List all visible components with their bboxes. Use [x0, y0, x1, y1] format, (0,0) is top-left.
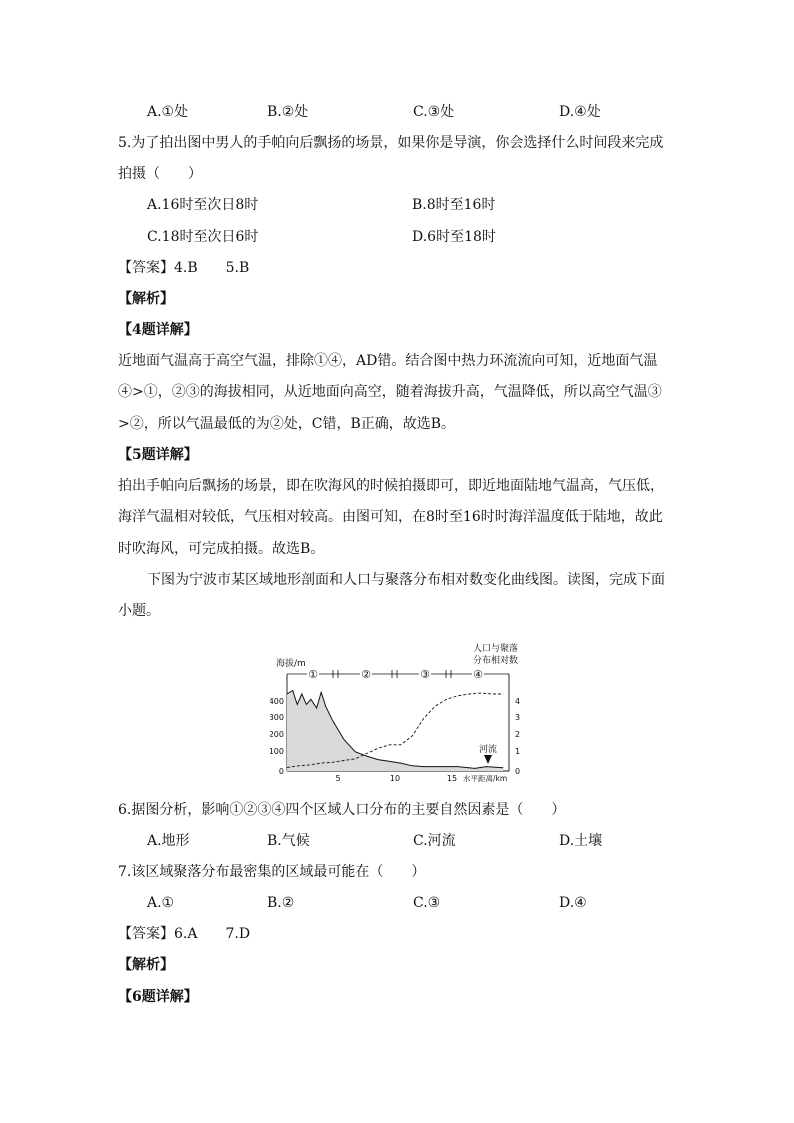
zone-4-label: ④ [473, 668, 483, 681]
river-marker [484, 755, 492, 764]
q5-stem-line1: 5.为了拍出图中男人的手帕向后飘扬的场景，如果你是导演，你会选择什么时间段来完成 [118, 135, 664, 151]
analysis-heading-2: 【解析】 [118, 957, 174, 973]
left-tick-400: 400 [270, 697, 284, 706]
q7-option-a: A.① [147, 895, 175, 911]
analysis-heading: 【解析】 [118, 291, 174, 307]
zone-2-label: ② [361, 668, 371, 681]
right-tick-1: 1 [515, 747, 521, 756]
q7-option-b: B.② [267, 895, 295, 911]
x-tick-10: 10 [389, 774, 401, 783]
right-tick-2: 2 [515, 730, 521, 739]
q4-detail-heading: 【4题详解】 [118, 322, 198, 338]
q6-detail-heading: 【6题详解】 [118, 989, 198, 1005]
q7-option-d: D.④ [559, 895, 587, 911]
q5-detail-line2: 海洋气温相对较低，气压相对较高。由图可知，在8时至16时时海洋温度低于陆地，故此 [118, 509, 663, 525]
right-axis-title-line1: 人口与聚落 [473, 644, 519, 654]
zone-1-label: ① [308, 668, 318, 681]
right-tick-4: 4 [515, 697, 521, 706]
x-tick-15: 15 [446, 774, 458, 783]
q5-detail-heading: 【5题详解】 [118, 447, 198, 463]
x-tick-5: 5 [335, 774, 341, 783]
x-axis-title: 水平距离/km [463, 774, 508, 783]
q6-option-c: C.河流 [413, 833, 456, 849]
right-tick-0: 0 [515, 767, 521, 776]
intro-line1: 下图为宁波市某区域地形剖面和人口与聚落分布相对数变化曲线图。读图，完成下面 [147, 572, 665, 588]
river-label: 河流 [478, 745, 498, 755]
q7-stem: 7.该区域聚落分布最密集的区域最可能在（ ） [118, 864, 426, 880]
q4-option-b: B.②处 [267, 104, 309, 120]
q5-option-d: D.6时至18时 [412, 229, 496, 245]
zone-3-label: ③ [420, 668, 430, 681]
q4-detail-line2: ④>①，②③的海拔相同，从近地面向高空，随着海拔升高，气温降低，所以高空气温③ [118, 384, 662, 400]
q7-option-c: C.③ [413, 895, 441, 911]
left-axis-title: 海拔/m [276, 659, 306, 669]
q5-detail-line3: 时吹海风，可完成拍摄。故选B。 [118, 541, 325, 557]
left-tick-0: 0 [278, 767, 284, 776]
q5-option-b: B.8时至16时 [412, 197, 496, 213]
q6-stem: 6.据图分析，影响①②③④四个区域人口分布的主要自然因素是（ ） [118, 802, 566, 818]
left-tick-300: 300 [270, 713, 284, 722]
left-tick-200: 200 [270, 730, 284, 739]
intro-line2: 小题。 [118, 603, 160, 619]
q6-option-a: A.地形 [147, 833, 190, 849]
answer-6-7: 【答案】6.A 7.D [118, 926, 251, 942]
right-axis-title-line2: 分布相对数 [473, 656, 519, 666]
q4-detail-line3: >②，所以气温最低的为②处，C错，B正确，故选B。 [118, 416, 456, 432]
q5-option-a: A.16时至次日8时 [147, 197, 259, 213]
q4-option-d: D.④处 [559, 104, 601, 120]
terrain-area [287, 691, 503, 772]
q4-option-c: C.③处 [413, 104, 455, 120]
q4-detail-line1: 近地面气温高于高空气温，排除①④，AD错。结合图中热力环流流向可知，近地面气温 [118, 353, 658, 369]
answer-4-5: 【答案】4.B 5.B [118, 260, 250, 276]
q5-option-c: C.18时至次日6时 [147, 229, 259, 245]
right-tick-3: 3 [515, 713, 521, 722]
q6-option-b: B.气候 [267, 833, 310, 849]
left-tick-100: 100 [270, 747, 284, 756]
q5-stem-line2: 拍摄（ ） [118, 166, 202, 182]
terrain-population-chart [270, 640, 532, 785]
q6-option-d: D.土壤 [559, 833, 603, 849]
q5-detail-line1: 拍出手帕向后飘扬的场景，即在吹海风的时候拍摄即可，即近地面陆地气温高，气压低， [118, 478, 664, 494]
q4-option-a: A.①处 [147, 104, 189, 120]
